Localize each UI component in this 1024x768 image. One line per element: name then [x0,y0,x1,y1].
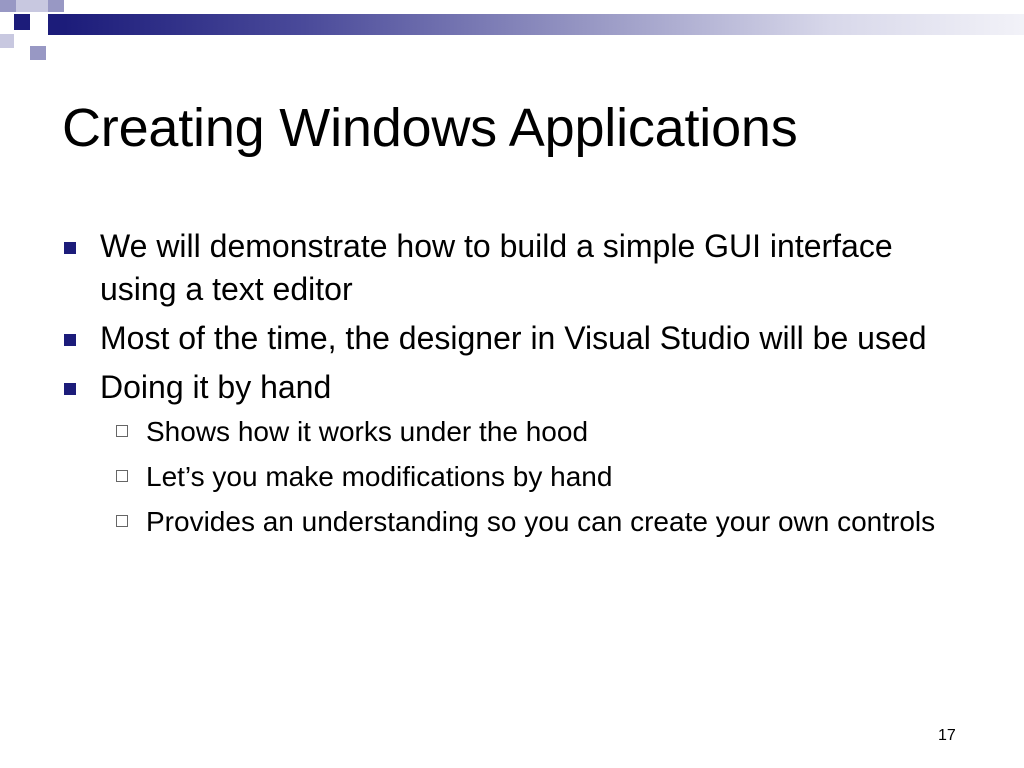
decor-square [48,14,64,35]
bullet-item [64,225,964,311]
sub-bullet-text: Shows how it works under the hood [146,416,589,447]
decor-square [0,34,14,48]
bullet-text: Most of the time, the designer in Visual Studio will be used [100,320,927,356]
filled-square-bullet-icon [64,383,76,395]
decor-square [16,0,48,12]
hollow-square-bullet-icon [116,425,128,437]
bullet-text: Doing it by hand [100,369,332,405]
filled-square-bullet-icon [64,334,76,346]
sub-bullet-text: Let’s you make modifications by hand [146,461,613,492]
hollow-square-bullet-icon [116,470,128,482]
filled-square-bullet-icon [64,242,76,254]
sub-bullet-item [116,458,964,495]
bullet-list [64,225,964,548]
decor-square [0,0,16,12]
sub-bullet-item [116,413,964,450]
decor-square [14,14,30,30]
bullet-item [64,317,964,360]
slide-title: Creating Windows Applications [62,98,798,158]
decor-square [30,46,46,60]
bullet-text: We will demonstrate how to build a simple GUI interface using a text editor [100,228,893,307]
page-number: 17 [938,727,956,744]
bullet-item [64,366,964,409]
decor-square [48,0,64,12]
sub-bullet-text: Provides an understanding so you can create your own controls [146,506,936,537]
sub-bullet-item [116,503,964,540]
hollow-square-bullet-icon [116,515,128,527]
header-gradient-bar [64,14,1024,35]
